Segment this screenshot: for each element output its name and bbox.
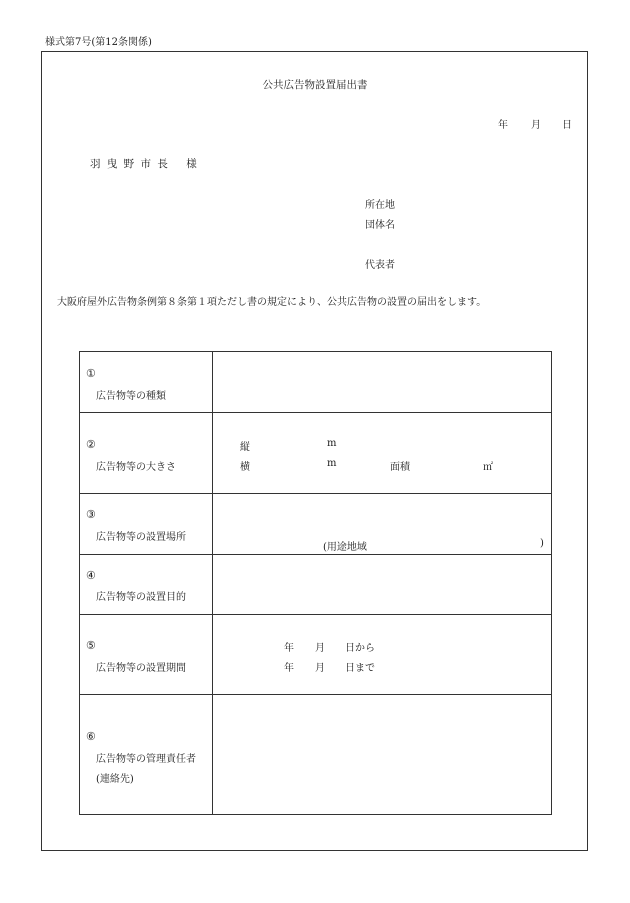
- date-day-label: 日: [562, 120, 572, 131]
- period-until-day: 日まで: [345, 663, 375, 674]
- row-number: ②: [86, 438, 96, 451]
- size-length-label: 縦: [240, 442, 250, 453]
- form-table: [79, 351, 552, 815]
- row-number: ③: [86, 508, 96, 521]
- row-number: ①: [86, 367, 96, 380]
- applicant-organization-label: 団体名: [365, 220, 395, 231]
- applicant-address-label: 所在地: [365, 200, 395, 211]
- zone-open-label: (用途地域: [323, 542, 367, 553]
- row-label-size: 広告物等の大きさ: [96, 462, 176, 473]
- zone-close-label: ): [540, 538, 544, 549]
- row-label-type: 広告物等の種類: [96, 391, 166, 402]
- size-width-unit: m: [327, 458, 337, 469]
- row-number: ④: [86, 569, 96, 582]
- size-width-label: 横: [240, 462, 250, 473]
- row-label-period: 広告物等の設置期間: [96, 663, 186, 674]
- notice-text: 大阪府屋外広告物条例第８条第１項ただし書の規定により、公共広告物の設置の届出をします。: [57, 297, 487, 308]
- table-row-divider: [80, 694, 551, 695]
- period-until-year: 年: [284, 663, 294, 674]
- row-number: ⑤: [86, 639, 96, 652]
- form-title: 公共広告物設置届出書: [262, 79, 368, 91]
- row-label-purpose: 広告物等の設置目的: [96, 592, 186, 603]
- period-from-month: 月: [315, 643, 325, 654]
- size-area-unit: ㎡: [483, 462, 493, 473]
- period-from-day: 日から: [345, 643, 375, 654]
- period-from-year: 年: [284, 643, 294, 654]
- table-row-divider: [80, 493, 551, 494]
- table-row-divider: [80, 412, 551, 413]
- date-month-label: 月: [531, 120, 541, 131]
- size-length-unit: m: [327, 438, 337, 449]
- row-label-location: 広告物等の設置場所: [96, 532, 186, 543]
- row-label-manager: 広告物等の管理責任者: [96, 754, 196, 765]
- period-until-month: 月: [315, 663, 325, 674]
- row-number: ⑥: [86, 730, 96, 743]
- row-label-contact: (連絡先): [96, 774, 134, 785]
- table-row-divider: [80, 554, 551, 555]
- size-area-label: 面積: [390, 462, 410, 473]
- date-year-label: 年: [498, 120, 508, 131]
- table-row-divider: [80, 614, 551, 615]
- table-column-divider: [212, 352, 213, 814]
- addressee: 羽 曳 野 市 長 様: [90, 158, 199, 170]
- applicant-representative-label: 代表者: [365, 260, 395, 271]
- form-number: 様式第7号(第12条関係): [45, 37, 152, 48]
